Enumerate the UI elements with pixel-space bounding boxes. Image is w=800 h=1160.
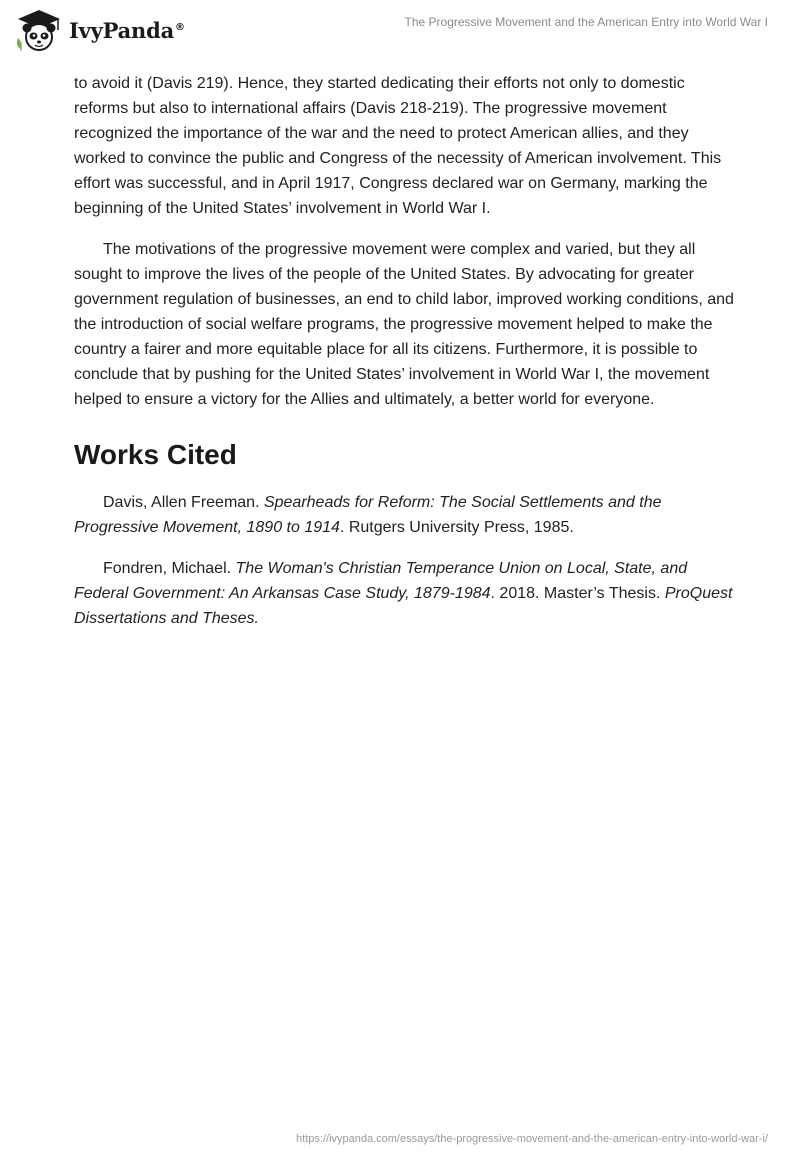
source-url-link[interactable]: https://ivypanda.com/essays/the-progressive-movement-and-the-american-entry-into-world-war-i/ — [296, 1133, 768, 1145]
registered-mark: ® — [175, 21, 185, 33]
page-header — [0, 0, 800, 64]
citation-details: . 2018. Master’s Thesis. — [490, 585, 665, 602]
citation-author: Fondren, Michael. — [103, 560, 236, 577]
document-title: The Progressive Movement and the American Entry into World War I — [404, 15, 768, 29]
body-paragraph-1: to avoid it (Davis 219). Hence, they started dedicating their efforts not only to domestic reforms but also to international affairs (Davis 218-219). The progressive movement recognized the importance of the war and the need to protect American allies, and they worked to convince the public and Congress of the necessity of American involvement. This effort was successful, and in April 1917, Congress declared war on Germany, marking the beginning of the United States’ involvement in World War I. — [74, 75, 722, 217]
citation-source: ProQuest Dissertations and Theses. — [74, 585, 733, 627]
ivypanda-logo[interactable] — [14, 8, 185, 52]
works-cited-heading: Works Cited — [74, 439, 237, 470]
citation-details: . Rutgers University Press, 1985. — [339, 519, 574, 536]
citation-entry — [74, 556, 734, 631]
logo-text: IvyPanda® — [69, 17, 185, 43]
body-paragraph-2: The motivations of the progressive movement were complex and varied, but they all sought to improve the lives of the people of the United States. By advocating for greater government regulation of businesses, an end to child labor, improved working conditions, and the introduction of social welfare programs, the progressive movement helped to make the country a fairer and more equitable place for all its citizens. Furthermore, it is possible to conclude that by pushing for the United States’ involvement in World War I, the movement helped to ensure a victory for the Allies and ultimately, a better world for everyone. — [74, 241, 734, 408]
panda-graduate-icon — [14, 8, 64, 52]
citation-author: Davis, Allen Freeman. — [103, 494, 264, 511]
citation-title: Spearheads for Reform: The Social Settlements and the Progressive Movement, 1890 to 1914 — [74, 494, 662, 536]
essay-content — [74, 71, 734, 647]
citation-title: The Woman's Christian Temperance Union on Local, State, and Federal Government: An Arkansas Case Study, 1879-1984 — [74, 560, 688, 602]
citation-entry — [74, 490, 734, 540]
